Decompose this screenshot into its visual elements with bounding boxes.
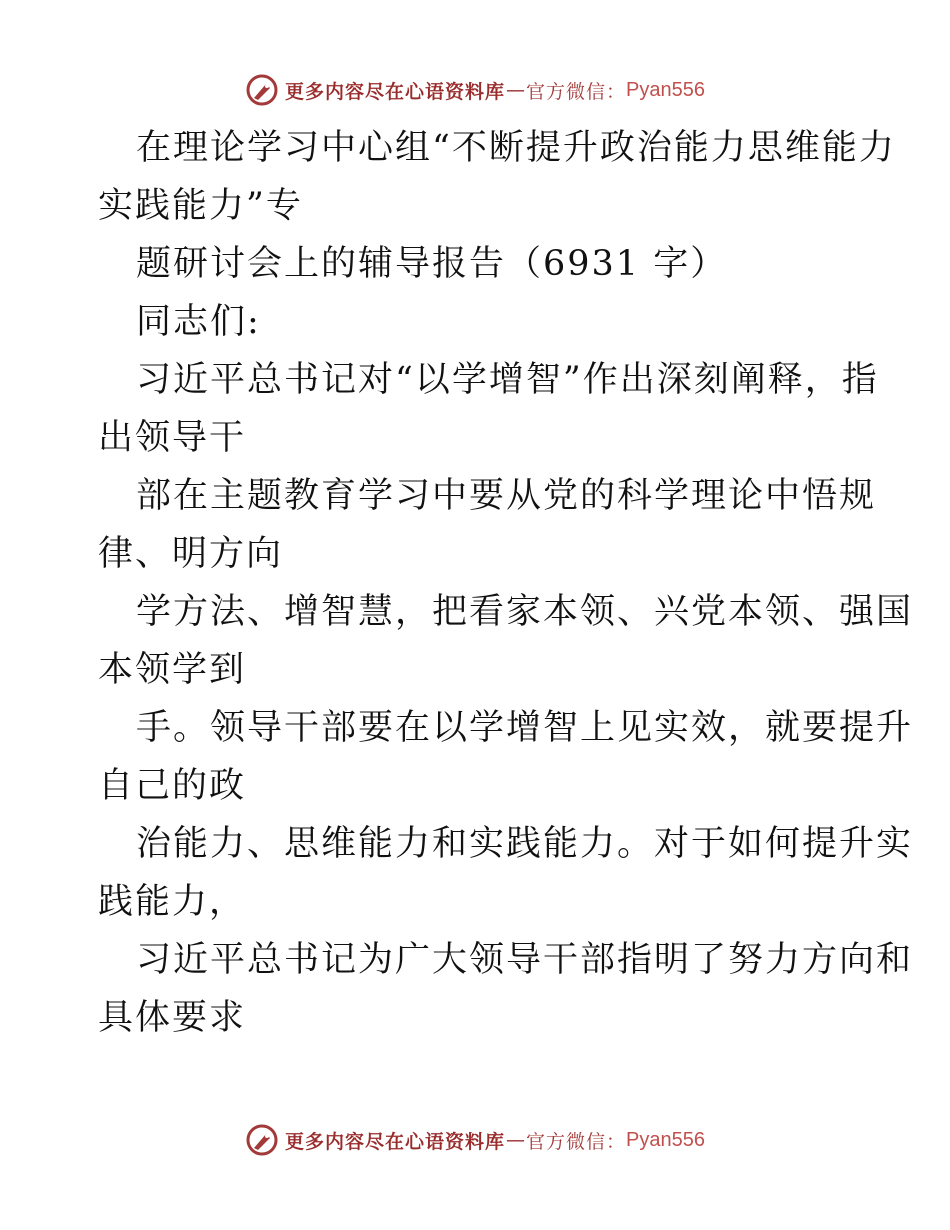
banner-brand: 更多内容尽在心语资料库 [285, 80, 506, 103]
banner-wechat-label: 官方微信： [526, 1130, 627, 1153]
footer-banner [0, 1120, 950, 1160]
text-line: 出领导干 [98, 418, 247, 458]
text-line: 具体要求 [98, 998, 247, 1038]
text-line: 律、明方向 [98, 534, 284, 574]
text-line: 在理论学习中心组“不断提升政治能力思维能力 [136, 128, 896, 168]
text-line: 题研讨会上的辅导报告（6931 字） [136, 244, 728, 284]
banner-wechat-id: Pyan556 [626, 1128, 705, 1151]
text-line: 手。领导干部要在以学增智上见实效，就要提升 [136, 708, 914, 748]
banner-separator: — [506, 79, 526, 101]
text-line: 实践能力”专 [98, 186, 303, 226]
banner-separator: — [506, 1129, 526, 1151]
banner-brand: 更多内容尽在心语资料库 [285, 1130, 506, 1153]
text-line: 治能力、思维能力和实践能力。对于如何提升实 [136, 824, 914, 864]
text-line: 自己的政 [98, 766, 247, 806]
header-banner [0, 70, 950, 110]
text-line: 部在主题教育学习中要从党的科学理论中悟规 [136, 476, 877, 516]
banner-wechat-id: Pyan556 [626, 78, 705, 101]
text-line: 本领学到 [98, 650, 247, 690]
pen-nib-logo-icon [245, 1123, 279, 1157]
text-line: 同志们: [136, 302, 261, 342]
text-line: 学方法、增智慧，把看家本领、兴党本领、强国 [136, 592, 914, 632]
text-line: 践能力， [98, 882, 247, 922]
text-line: 习近平总书记对“以学增智”作出深刻阐释，指 [136, 360, 879, 400]
banner-wechat-label: 官方微信： [526, 80, 627, 103]
text-line: 习近平总书记为广大领导干部指明了努力方向和 [136, 940, 914, 980]
document-body [98, 120, 914, 1048]
pen-nib-logo-icon [245, 73, 279, 107]
